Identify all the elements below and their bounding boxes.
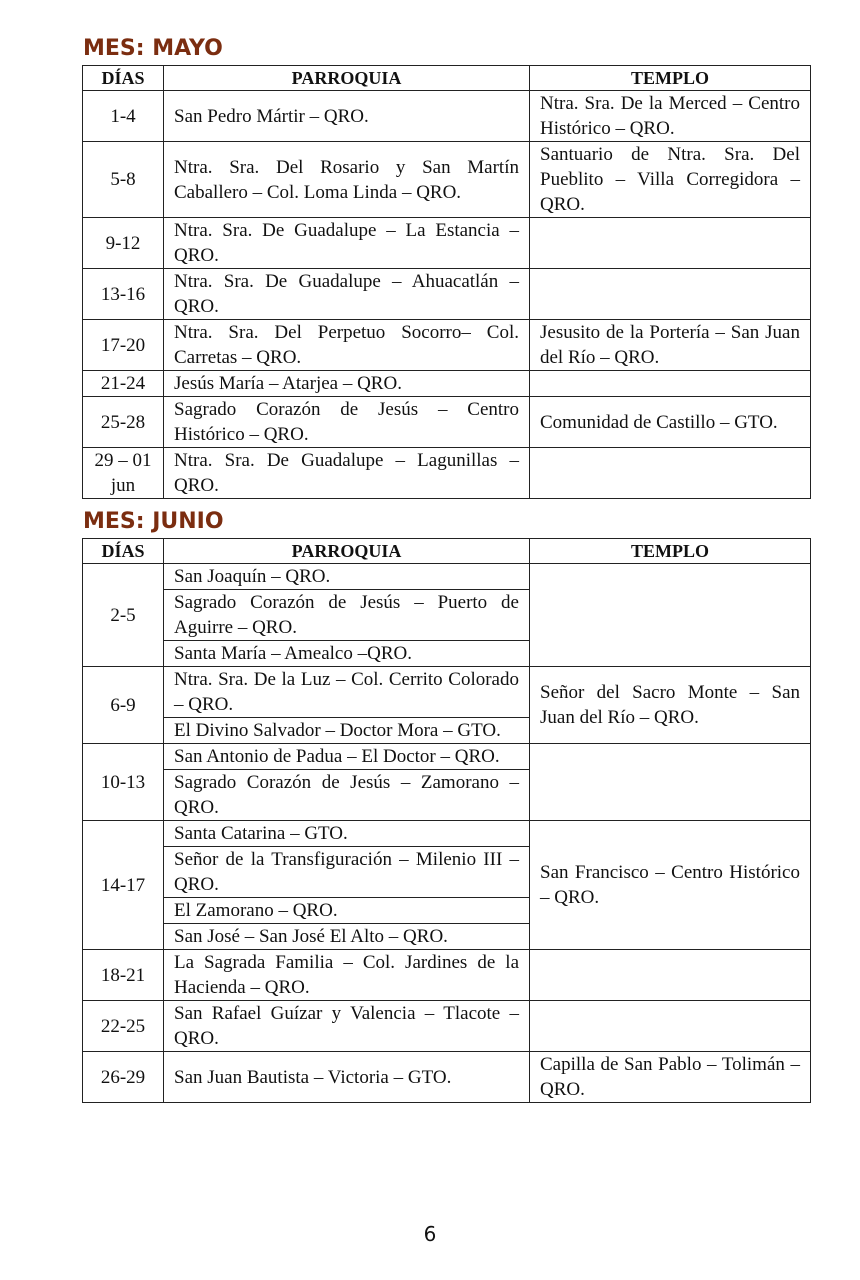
table-row [83,142,811,218]
dias-cell: 25-28 [83,397,164,448]
parroquia-cell: Santa María – Amealco –QRO. [164,641,530,667]
dias-cell: 17-20 [83,320,164,371]
table-row [83,218,811,269]
parroquia-cell: La Sagrada Familia – Col. Jardines de la Hacienda – QRO. [164,950,530,1001]
header-templo: TEMPLO [530,539,811,564]
parroquia-cell: Sagrado Corazón de Jesús – Puerto de Aguirre – QRO. [164,590,530,641]
dias-cell: 2-5 [83,564,164,667]
table-row [83,564,811,590]
header-templo: TEMPLO [530,66,811,91]
table-row [83,397,811,448]
dias-cell: 9-12 [83,218,164,269]
parroquia-cell: San Joaquín – QRO. [164,564,530,590]
dias-cell: 22-25 [83,1001,164,1052]
templo-cell [530,950,811,1001]
templo-cell: Ntra. Sra. De la Merced – Centro Histórico – QRO. [530,91,811,142]
templo-cell [530,448,811,499]
header-parroquia: PARROQUIA [164,66,530,91]
templo-cell [530,269,811,320]
parroquia-cell: El Zamorano – QRO. [164,898,530,924]
parroquia-cell: Ntra. Sra. Del Rosario y San Martín Caballero – Col. Loma Linda – QRO. [164,142,530,218]
header-dias: DÍAS [83,539,164,564]
templo-cell [530,218,811,269]
table-row [83,950,811,1001]
dias-cell: 14-17 [83,821,164,950]
table-header-row [83,66,811,91]
table-body-junio [83,564,811,1103]
templo-cell: Jesusito de la Portería – San Juan del Río – QRO. [530,320,811,371]
templo-cell: Comunidad de Castillo – GTO. [530,397,811,448]
header-dias: DÍAS [83,66,164,91]
templo-cell [530,744,811,821]
parroquia-cell: San Pedro Mártir – QRO. [164,91,530,142]
schedule-table-mayo [82,65,811,499]
table-body-mayo [83,91,811,499]
table-row [83,320,811,371]
table-row [83,744,811,770]
parroquia-cell: Señor de la Transfiguración – Milenio III – QRO. [164,847,530,898]
dias-cell: 29 – 01 jun [83,448,164,499]
parroquia-cell: Ntra. Sra. De la Luz – Col. Cerrito Colorado – QRO. [164,667,530,718]
dias-cell: 10-13 [83,744,164,821]
parroquia-cell: Santa Catarina – GTO. [164,821,530,847]
parroquia-cell: San José – San José El Alto – QRO. [164,924,530,950]
table-row [83,667,811,718]
dias-cell: 26-29 [83,1052,164,1103]
parroquia-cell: Sagrado Corazón de Jesús – Centro Histórico – QRO. [164,397,530,448]
month-title-junio: MES: JUNIO [83,509,224,534]
templo-cell: Capilla de San Pablo – Tolimán – QRO. [530,1052,811,1103]
templo-cell [530,564,811,667]
templo-cell: Santuario de Ntra. Sra. Del Pueblito – Villa Corregidora – QRO. [530,142,811,218]
table-row [83,91,811,142]
header-parroquia: PARROQUIA [164,539,530,564]
parroquia-cell: Ntra. Sra. De Guadalupe – La Estancia – QRO. [164,218,530,269]
dias-cell: 5-8 [83,142,164,218]
document-page [82,34,810,1103]
parroquia-cell: Jesús María – Atarjea – QRO. [164,371,530,397]
table-header-row [83,539,811,564]
templo-cell: San Francisco – Centro Histórico – QRO. [530,821,811,950]
templo-cell [530,1001,811,1052]
table-row [83,371,811,397]
templo-cell [530,371,811,397]
parroquia-cell: San Rafael Guízar y Valencia – Tlacote – QRO. [164,1001,530,1052]
dias-cell: 6-9 [83,667,164,744]
parroquia-cell: Ntra. Sra. De Guadalupe – Ahuacatlán – QRO. [164,269,530,320]
parroquia-cell: Sagrado Corazón de Jesús – Zamorano – QRO. [164,770,530,821]
table-row [83,821,811,847]
templo-cell: Señor del Sacro Monte – San Juan del Río – QRO. [530,667,811,744]
parroquia-cell: Ntra. Sra. De Guadalupe – Lagunillas – QRO. [164,448,530,499]
schedule-table-junio [82,538,811,1103]
dias-cell: 18-21 [83,950,164,1001]
dias-cell: 21-24 [83,371,164,397]
parroquia-cell: San Antonio de Padua – El Doctor – QRO. [164,744,530,770]
table-row [83,448,811,499]
parroquia-cell: San Juan Bautista – Victoria – GTO. [164,1052,530,1103]
month-title-mayo: MES: MAYO [83,36,223,61]
table-row [83,269,811,320]
dias-cell: 1-4 [83,91,164,142]
page-number: 6 [423,1222,437,1246]
table-row [83,1001,811,1052]
parroquia-cell: Ntra. Sra. Del Perpetuo Socorro– Col. Carretas – QRO. [164,320,530,371]
table-row [83,1052,811,1103]
parroquia-cell: El Divino Salvador – Doctor Mora – GTO. [164,718,530,744]
dias-cell: 13-16 [83,269,164,320]
